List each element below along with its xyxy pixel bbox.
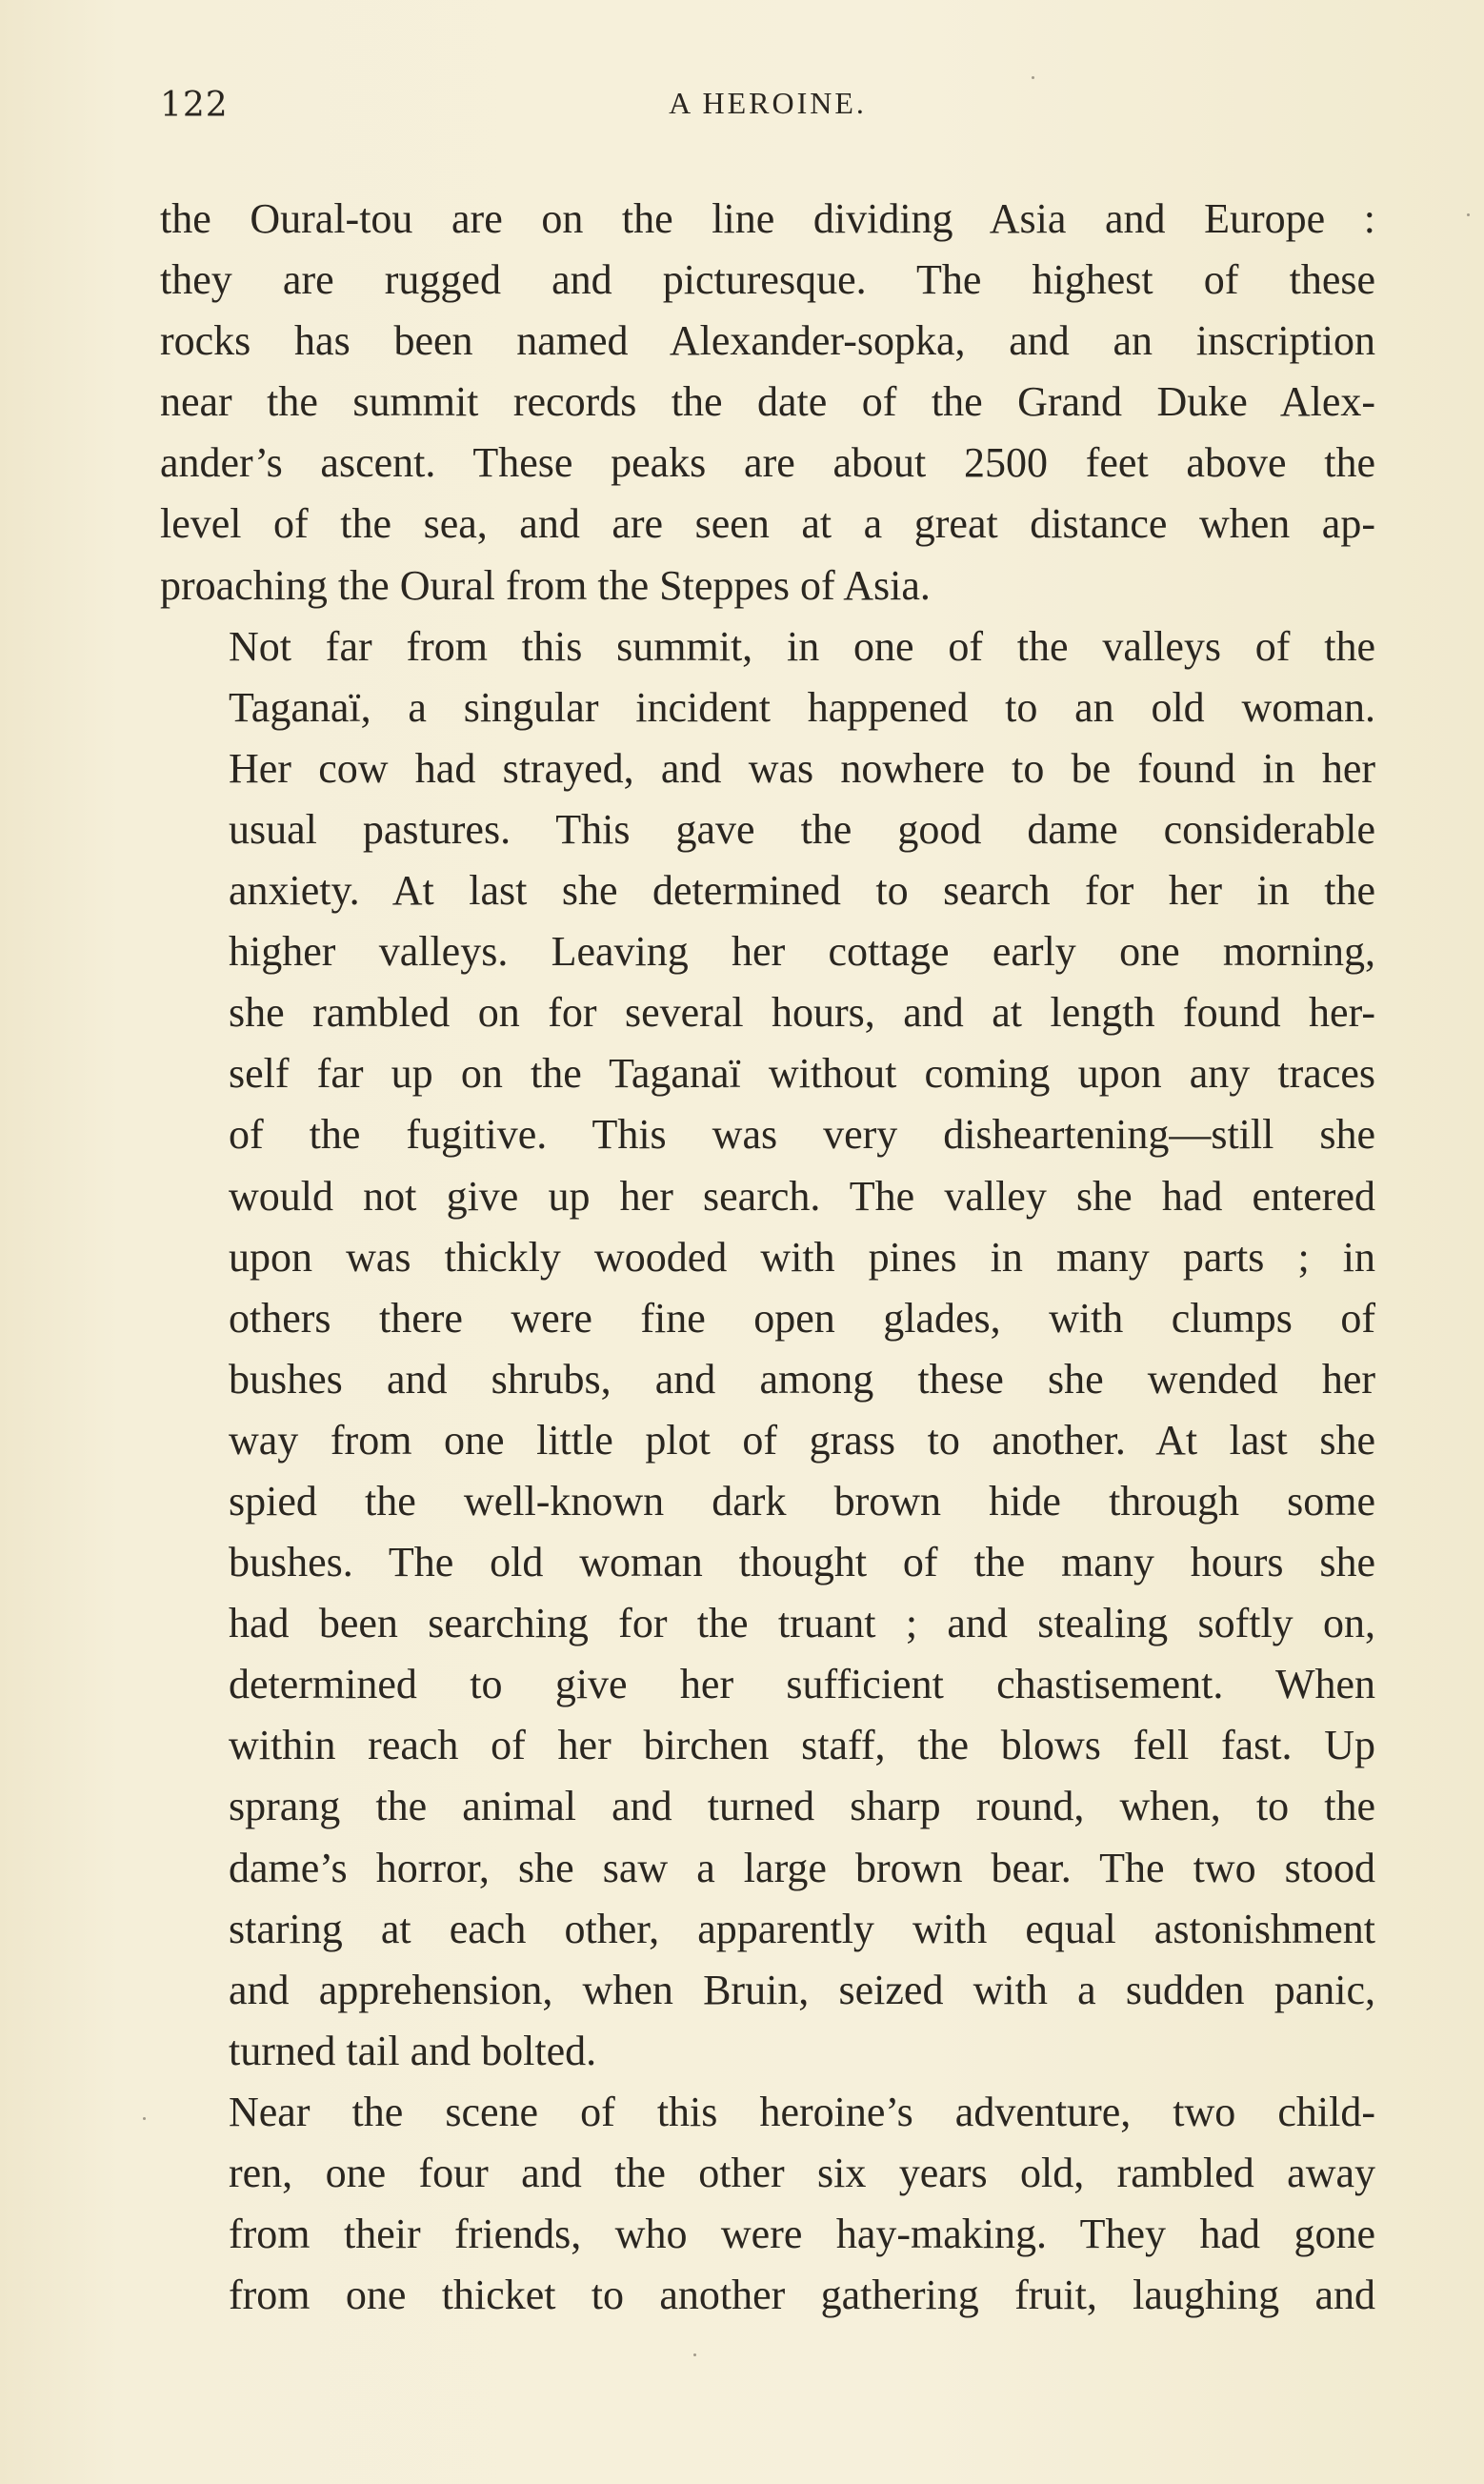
text-line: anxiety. At last she determined to search for her in the: [229, 867, 1375, 915]
text-line: level of the sea, and are seen at a great distance when ap-: [160, 500, 1375, 548]
page-number: 122: [160, 86, 229, 125]
text-line: others there were fine open glades, with clumps of: [229, 1294, 1375, 1342]
text-line: would not give up her search. The valley she had entered: [229, 1172, 1375, 1220]
text-line: turned tail and bolted.: [229, 2027, 597, 2074]
text-line: the Oural-tou are on the line dividing Asia and Europe :: [160, 195, 1375, 242]
text-line: upon was thickly wooded with pines in many parts ; in: [229, 1233, 1375, 1281]
paragraph-3: [160, 2082, 1375, 2326]
text-line: Her cow had strayed, and was nowhere to be found in her: [229, 744, 1375, 792]
text-line: sprang the animal and turned sharp round, when, to the: [229, 1783, 1375, 1830]
page-header: [160, 86, 1375, 143]
text-line: of the fugitive. This was very disheartening—still she: [229, 1111, 1375, 1159]
paragraph-2: [160, 616, 1375, 2082]
text-line: within reach of her birchen staff, the blows fell fast. Up: [229, 1722, 1375, 1769]
text-line: self far up on the Taganaï without coming upon any traces: [229, 1050, 1375, 1098]
paper-speck: [1467, 213, 1470, 216]
text-line: Taganaï, a singular incident happened to an old woman.: [229, 683, 1375, 731]
paper-speck: [143, 2117, 146, 2120]
text-line: ren, one four and the other six years old, rambled away: [229, 2150, 1375, 2196]
text-line: bushes and shrubs, and among these she wended her: [229, 1355, 1375, 1403]
text-line: proaching the Oural from the Steppes of Asia.: [160, 561, 931, 609]
text-line: way from one little plot of grass to another. At last she: [229, 1416, 1375, 1464]
text-line: from their friends, who were hay-making. They had gone: [229, 2211, 1375, 2258]
text-line: she rambled on for several hours, and at length found her-: [229, 989, 1375, 1037]
text-line: had been searching for the truant ; and stealing softly on,: [229, 1600, 1375, 1647]
text-line: rocks has been named Alexander-sopka, and an inscription: [160, 317, 1375, 365]
running-title: A HEROINE.: [669, 86, 867, 120]
text-line: dame’s horror, she saw a large brown bear. The two stood: [229, 1844, 1375, 1891]
text-line: ander’s ascent. These peaks are about 2500 feet above the: [160, 439, 1375, 487]
text-line: they are rugged and picturesque. The highest of these: [160, 256, 1375, 304]
text-line: bushes. The old woman thought of the many hours she: [229, 1539, 1375, 1586]
paper-speck: [693, 2353, 696, 2356]
text-line: usual pastures. This gave the good dame considerable: [229, 805, 1375, 853]
text-line: Near the scene of this heroine’s adventure, two child-: [229, 2088, 1375, 2135]
body-text: [160, 189, 1375, 2326]
text-line: determined to give her sufficient chastisement. When: [229, 1661, 1375, 1708]
text-line: spied the well-known dark brown hide through some: [229, 1477, 1375, 1525]
text-line: and apprehension, when Bruin, seized with a sudden panic,: [229, 1966, 1375, 2013]
text-line: from one thicket to another gathering fruit, laughing and: [229, 2272, 1375, 2319]
text-line: staring at each other, apparently with equal astonishment: [229, 1905, 1375, 1952]
text-line: Not far from this summit, in one of the valleys of the: [229, 622, 1375, 670]
paper-speck: [1032, 76, 1034, 79]
text-line: near the summit records the date of the Grand Duke Alex-: [160, 378, 1375, 426]
paragraph-1: [160, 189, 1375, 616]
text-line: higher valleys. Leaving her cottage early one morning,: [229, 928, 1375, 976]
